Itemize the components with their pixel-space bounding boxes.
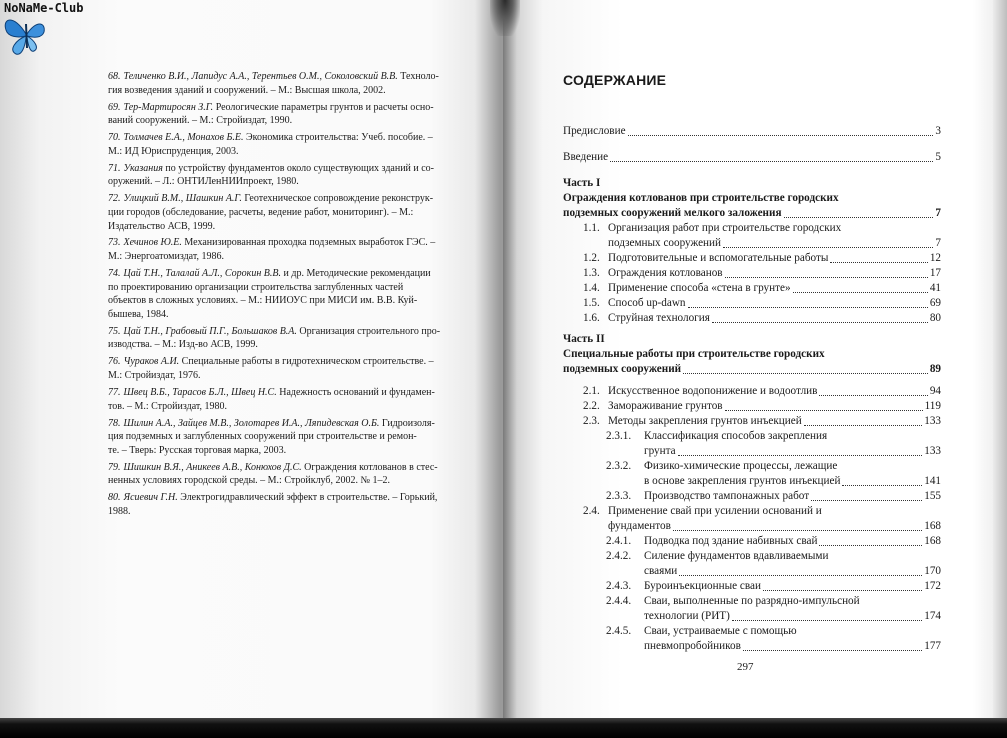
section-number: 1.2.	[583, 252, 600, 264]
entry-number: 79.	[108, 461, 121, 473]
entry-number: 78.	[108, 417, 121, 429]
toc-label: пневмопробойников	[644, 640, 741, 652]
toc-entry	[608, 266, 941, 281]
toc-entry	[644, 489, 941, 504]
toc-entry	[644, 534, 941, 549]
toc-page: 7	[935, 207, 941, 219]
toc-page: 41	[929, 282, 941, 294]
toc-page: 3	[935, 125, 941, 137]
entry-text: Ограждения котлованов в стес-	[304, 461, 438, 473]
dot-leader	[732, 619, 922, 621]
toc-label: Применение способа «стена в грунте»	[608, 282, 791, 294]
dot-leader	[678, 454, 923, 456]
entry-text: изводства. – М.: Изд-во АСВ, 1999.	[108, 339, 258, 351]
dot-leader	[743, 649, 922, 651]
entry-text: Издательство АСВ, 1999.	[108, 220, 216, 232]
entry-authors: Хечинов Ю.Е.	[123, 237, 182, 249]
watermark-text: NoNaMe-Club	[4, 1, 84, 15]
dot-leader	[819, 544, 922, 546]
bibliography-entry	[108, 386, 488, 413]
dot-leader	[673, 529, 922, 531]
entry-authors: Цай Т.Н., Талалай А.Л., Сорокин В.В.	[123, 268, 282, 280]
part-title	[563, 362, 941, 377]
entry-number: 73.	[108, 237, 121, 249]
section-number: 2.3.2.	[606, 460, 632, 472]
part-title	[563, 206, 941, 221]
bibliography-list	[108, 70, 488, 522]
entry-number: 68.	[108, 71, 121, 82]
bibliography-entry	[108, 162, 488, 189]
entry-authors: Чураков А.И.	[123, 356, 180, 368]
toc-entry: Сваи, устраиваемые с помощью	[644, 625, 797, 637]
dot-leader	[683, 372, 928, 374]
entry-authors: Швец В.Б., Тарасов Б.Л., Швец Н.С.	[123, 386, 277, 398]
dot-leader	[610, 160, 933, 162]
toc-entry	[644, 564, 941, 579]
toc-label: Ограждения котлованов	[608, 267, 723, 279]
section-number: 2.1.	[583, 385, 600, 397]
entry-text: Организация строительного про-	[299, 325, 441, 337]
entry-text: Реологические параметры грунтов и расчеты осно-	[215, 101, 434, 113]
entry-number: 70.	[108, 132, 121, 144]
toc-label: подземных сооружений	[563, 363, 682, 375]
bibliography-entry	[108, 491, 488, 518]
dot-leader	[842, 484, 922, 486]
section-number: 2.4.5.	[606, 625, 632, 637]
toc-entry: Организация работ при строительстве городских	[608, 222, 842, 234]
entry-number: 75.	[108, 325, 121, 337]
toc-entry: Классификация способов закрепления	[644, 430, 828, 442]
entry-text: М.: Энергоатомиздат, 1986.	[108, 251, 224, 263]
dot-leader	[688, 306, 928, 308]
toc-page: 168	[924, 535, 941, 547]
contents-title: СОДЕРЖАНИЕ	[563, 72, 667, 88]
dot-leader	[784, 216, 934, 218]
section-number: 2.4.4.	[606, 595, 632, 607]
toc-entry	[644, 639, 941, 654]
section-number: 1.3.	[583, 267, 600, 279]
toc-page: 94	[929, 385, 941, 397]
bibliography-entry	[108, 417, 488, 458]
toc-label: Методы закрепления грунтов инъекцией	[608, 415, 802, 427]
toc-label: подземных сооружений	[608, 237, 721, 249]
bibliography-entry	[108, 325, 488, 352]
entry-number: 77.	[108, 386, 121, 398]
entry-text: Экономика строительства: Учеб. пособие. –	[246, 132, 433, 144]
entry-text: по устройству фундаментов около существующих зданий и со-	[165, 162, 435, 174]
toc-entry	[644, 474, 941, 489]
toc-entry: Сваи, выполненные по разрядно-импульсной	[644, 595, 860, 607]
toc-page: 119	[924, 400, 941, 412]
dot-leader	[804, 424, 922, 426]
bibliography-entry	[108, 101, 488, 128]
toc-entry	[608, 251, 941, 266]
part-heading: Часть I	[563, 177, 601, 189]
toc-page: 170	[924, 565, 941, 577]
entry-number: 72.	[108, 193, 121, 205]
toc-label: Способ up-dawn	[608, 297, 686, 309]
entry-text: оружений. – Л.: ОНТИЛенНИИпроект, 1980.	[108, 176, 299, 188]
part-title: Ограждения котлованов при строительстве городских	[563, 192, 839, 204]
toc-entry: Физико-химические процессы, лежащие	[644, 460, 838, 472]
entry-authors: Улицкий В.М., Шашкин А.Г.	[123, 193, 242, 205]
entry-authors: Цай Т.Н., Грабовый П.Г., Большаков В.А.	[123, 325, 297, 337]
entry-text: 1988.	[108, 505, 131, 517]
toc-entry	[644, 579, 941, 594]
toc-page: 174	[924, 610, 941, 622]
toc-entry: Применение свай при усилении оснований и	[608, 505, 822, 517]
section-number: 2.3.3.	[606, 490, 632, 502]
entry-text: по проектированию организации строительства заглубленных частей	[108, 281, 404, 293]
entry-authors: Ясиевич Г.Н.	[123, 492, 178, 504]
page-number: 297	[737, 661, 754, 673]
entry-text: М.: ИД Юриспруденция, 2003.	[108, 145, 239, 157]
toc-label: сваями	[644, 565, 678, 577]
toc-entry	[608, 236, 941, 251]
toc-label: Введение	[563, 151, 609, 163]
watermark	[0, 0, 120, 62]
toc-entry	[608, 311, 941, 326]
entry-text: Электрогидравлический эффект в строительстве. – Горький,	[180, 492, 438, 504]
bibliography-entry	[108, 192, 488, 233]
entry-text: Гидроизоля-	[381, 417, 435, 429]
toc-entry	[608, 296, 941, 311]
section-number: 2.3.1.	[606, 430, 632, 442]
toc-page: 155	[924, 490, 941, 502]
toc-page: 141	[924, 475, 941, 487]
section-number: 2.2.	[583, 400, 600, 412]
page-edge	[993, 0, 1007, 738]
dot-leader	[793, 291, 928, 293]
toc-page: 17	[929, 267, 941, 279]
entry-authors: Шилин А.А., Зайцев М.В., Золотарев И.А., Ляпидевская О.Б.	[123, 417, 380, 429]
bibliography-entry	[108, 355, 488, 382]
toc-label: в основе закрепления грунтов инъекцией	[644, 475, 841, 487]
dot-leader	[723, 246, 933, 248]
entry-text: ненных условиях городской среды. – М.: Стройклуб, 2002. № 1–2.	[108, 475, 391, 487]
entry-text: Надежность оснований и фундамен-	[279, 386, 435, 398]
toc-page: 172	[924, 580, 941, 592]
entry-text: объектов в сложных условиях. – М.: НИИОУС при МИСИ им. В.В. Куй-	[108, 295, 418, 307]
dot-leader	[712, 321, 928, 323]
entry-number: 71.	[108, 162, 121, 174]
gutter-shadow	[490, 0, 520, 36]
entry-text: тов. – М.: Стройиздат, 1980.	[108, 400, 228, 412]
toc-label: грунта	[644, 445, 676, 457]
entry-text: Механизированная проходка подземных выработок ГЭС. –	[184, 237, 436, 249]
toc-page: 89	[929, 363, 941, 375]
section-number: 2.4.3.	[606, 580, 632, 592]
toc-entry: Силение фундаментов вдавливаемыми	[644, 550, 829, 562]
entry-authors: Теличенко В.И., Лапидус А.А., Терентьев О.М., Соколовский В.В.	[123, 71, 398, 82]
bibliography-entry	[108, 236, 488, 263]
toc-page: 133	[924, 445, 941, 457]
toc-entry	[608, 384, 941, 399]
entry-number: 74.	[108, 268, 121, 280]
entry-text: те. – Тверь: Русская торговая марка, 2003.	[108, 444, 287, 456]
toc-label: Подготовительные и вспомогательные работы	[608, 252, 829, 264]
butterfly-icon	[0, 10, 52, 60]
entry-authors: Шишкин В.Я., Аникеев А.В., Конюхов Д.С.	[123, 461, 302, 473]
part-title: Специальные работы при строительстве городских	[563, 348, 825, 360]
section-number: 1.6.	[583, 312, 600, 324]
entry-text: Геотехническое сопровождение реконструк-	[244, 193, 434, 205]
toc-label: Подводка под здание набивных свай	[644, 535, 818, 547]
toc-entry	[608, 281, 941, 296]
entry-number: 76.	[108, 356, 121, 368]
toc-page: 69	[929, 297, 941, 309]
toc-label: Буроинъекционные сваи	[644, 580, 761, 592]
scan-bottom-edge	[0, 718, 1007, 738]
section-number: 2.4.1.	[606, 535, 632, 547]
toc-label: Искусственное водопонижение и водоотлив	[608, 385, 818, 397]
dot-leader	[679, 574, 922, 576]
entry-authors: Указания	[123, 162, 163, 174]
section-number: 1.5.	[583, 297, 600, 309]
toc-entry	[608, 399, 941, 414]
entry-text: бышева, 1984.	[108, 308, 169, 320]
entry-number: 69.	[108, 101, 121, 113]
section-number: 2.4.2.	[606, 550, 632, 562]
entry-text: Техноло-	[400, 71, 439, 82]
dot-leader	[830, 261, 927, 263]
toc-entry	[644, 609, 941, 624]
toc-label: фундаментов	[608, 520, 671, 532]
toc-entry	[644, 444, 941, 459]
toc-preface	[563, 124, 941, 139]
entry-text: ция подземных и заглубленных сооружений при строительстве и ремон-	[108, 431, 417, 443]
entry-text: ваний сооружений. – М.: Стройиздат, 1990.	[108, 115, 293, 127]
toc-label: Производство тампонажных работ	[644, 490, 810, 502]
section-number: 1.4.	[583, 282, 600, 294]
toc-label: Предисловие	[563, 125, 626, 137]
bibliography-entry	[108, 461, 488, 488]
part-heading: Часть II	[563, 333, 605, 345]
bibliography-entry	[108, 267, 488, 321]
toc-label: подземных сооружений мелкого заложения	[563, 207, 782, 219]
toc-label: Замораживание грунтов	[608, 400, 723, 412]
toc-page: 7	[935, 237, 941, 249]
dot-leader	[725, 409, 923, 411]
toc-entry	[608, 414, 941, 429]
toc-page: 133	[924, 415, 941, 427]
dot-leader	[819, 394, 927, 396]
entry-authors: Тер-Мартиросян З.Г.	[123, 101, 214, 113]
entry-text: гия возведения зданий и сооружений. – М.: Высшая школа, 2002.	[108, 84, 386, 96]
toc-page: 168	[924, 520, 941, 532]
entry-text: М.: Стройиздат, 1976.	[108, 370, 201, 381]
toc-intro	[563, 150, 941, 165]
toc-entry	[608, 519, 941, 534]
section-number: 1.1.	[583, 222, 600, 234]
toc-page: 80	[929, 312, 941, 324]
entry-number: 80.	[108, 492, 121, 504]
toc-page: 5	[935, 151, 941, 163]
section-number: 2.3.	[583, 415, 600, 427]
dot-leader	[725, 276, 928, 278]
toc-label: Струйная технология	[608, 312, 710, 324]
bibliography-entry	[108, 131, 488, 158]
entry-text: Специальные работы в гидротехническом строительстве. –	[181, 356, 434, 368]
section-number: 2.4.	[583, 505, 600, 517]
entry-text: ции городов (обследование, расчеты, ведение работ, мониторинг). – М.:	[108, 206, 414, 218]
toc-label: технологии (РИТ)	[644, 610, 730, 622]
entry-authors: Толмачев Е.А., Монахов Б.Е.	[123, 132, 244, 144]
bibliography-entry	[108, 70, 488, 97]
toc-page: 177	[924, 640, 941, 652]
toc-page: 12	[929, 252, 941, 264]
dot-leader	[763, 589, 922, 591]
dot-leader	[628, 134, 934, 136]
entry-text: и др. Методические рекомендации	[283, 268, 431, 280]
dot-leader	[811, 499, 922, 501]
